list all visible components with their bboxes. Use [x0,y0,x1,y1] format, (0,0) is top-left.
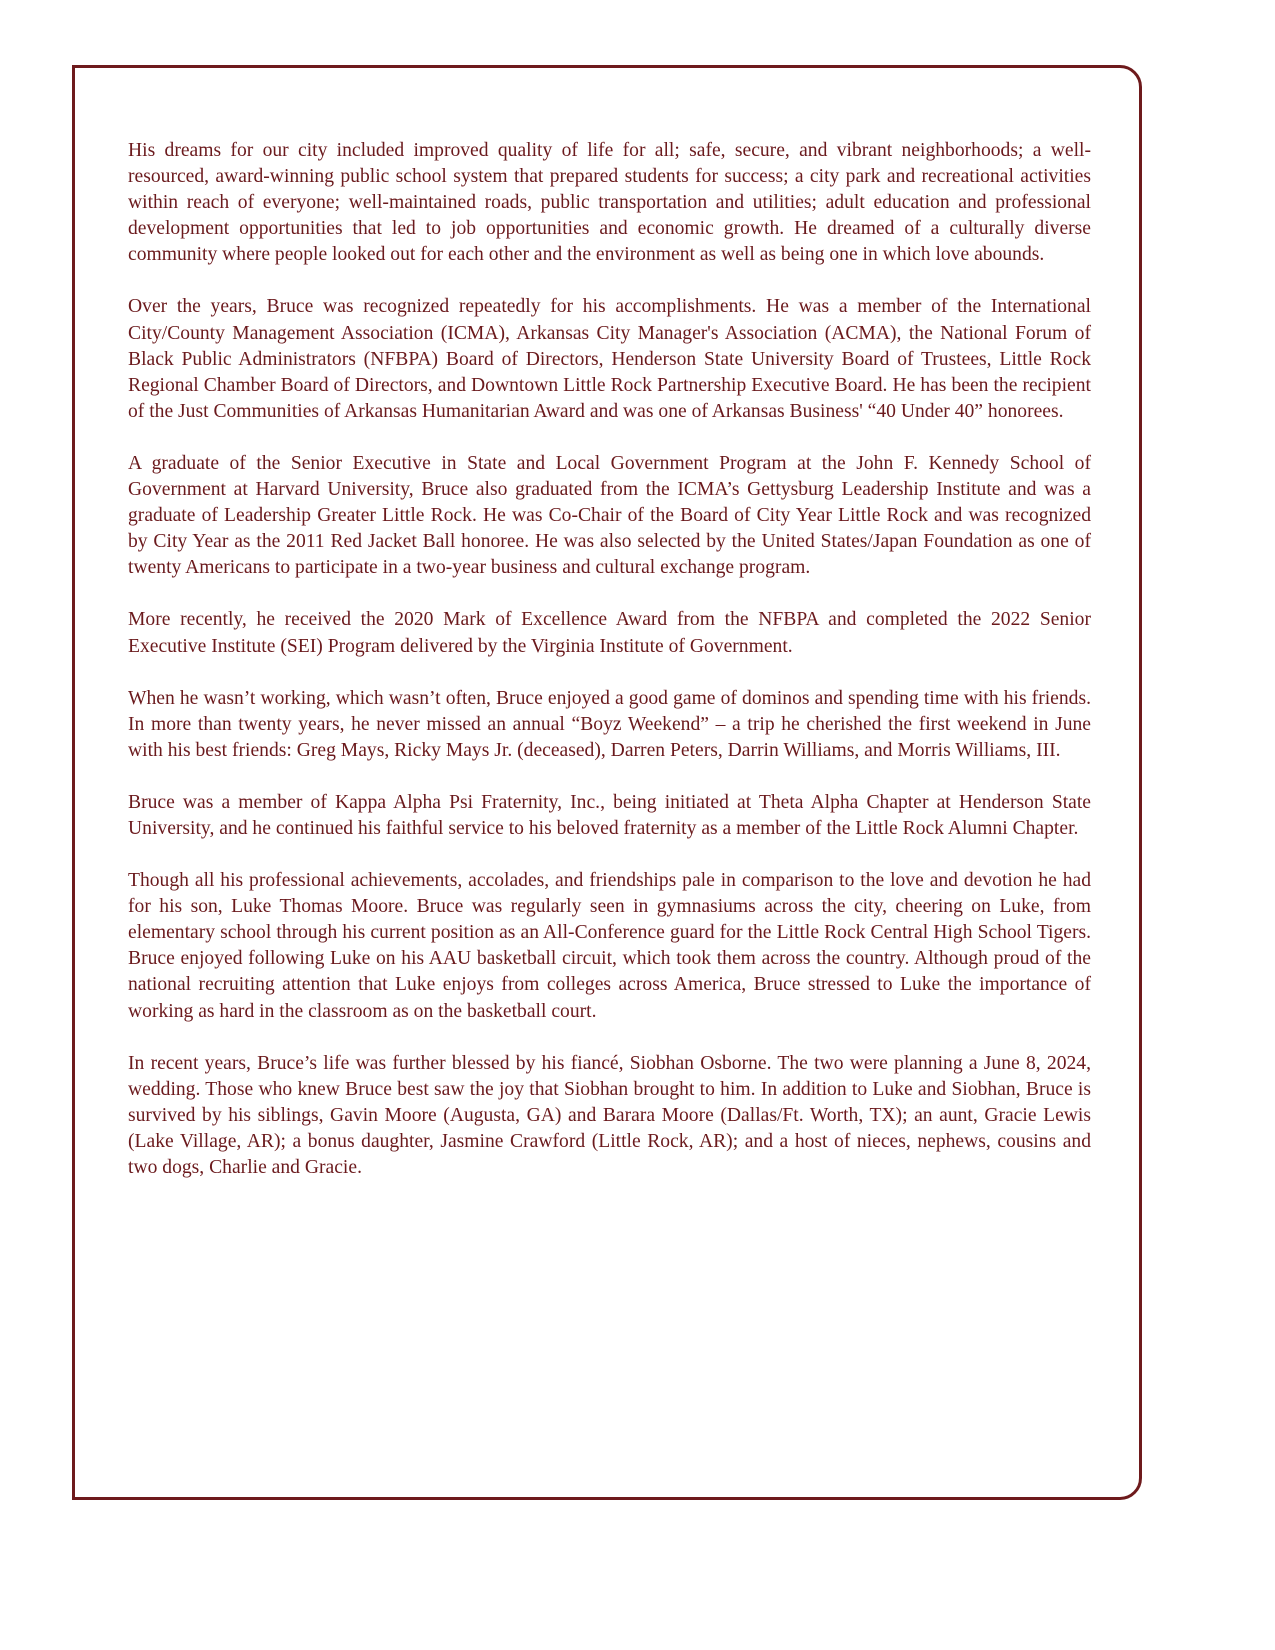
paragraph-son: Though all his professional achievements, accolades, and friendships pale in comparison to the love and devotion he had for his son, Luke Thomas Moore. Bruce was regularly seen in gymnasiums across the city, cheering on Luke, from elementary school through his current position as an All-Conference guard for the Little Rock Central High School Tigers. Bruce enjoyed following Luke on his AAU basketball circuit, which took them across the country. Although proud of the national recruiting attention that Luke enjoys from colleges across America, Bruce stressed to Luke the importance of working as hard in the classroom as on the basketball court. [128,870,1091,1022]
obituary-body [128,138,1091,1207]
paragraph-friends: When he wasn’t working, which wasn’t often, Bruce enjoyed a good game of dominos and spending time with his friends. In more than twenty years, he never missed an annual “Boyz Weekend” – a trip he cherished the first weekend in June with his best friends: Greg Mays, Ricky Mays Jr. (deceased), Darren Peters, Darrin Williams, and Morris Williams, III. [128,687,1091,761]
paragraph-education: A graduate of the Senior Executive in State and Local Government Program at the John F. Kennedy School of Government at Harvard University, Bruce also graduated from the ICMA’s Gettysburg Leadership Institute and was a graduate of Leadership Greater Little Rock. He was Co-Chair of the Board of City Year Little Rock and was recognized by City Year as the 2011 Red Jacket Ball honoree. He was also selected by the United States/Japan Foundation as one of twenty Americans to participate in a two-year business and cultural exchange program. [128,452,1091,579]
paragraph-family: In recent years, Bruce’s life was further blessed by his fiancé, Siobhan Osborne. The two were planning a June 8, 2024, wedding. Those who knew Bruce best saw the joy that Siobhan brought to him. In addition to Luke and Siobhan, Bruce is survived by his siblings, Gavin Moore (Augusta, GA) and Barara Moore (Dallas/Ft. Worth, TX); an aunt, Gracie Lewis (Lake Village, AR); a bonus daughter, Jasmine Crawford (Little Rock, AR); and a host of nieces, nephews, cousins and two dogs, Charlie and Gracie. [128,1052,1091,1178]
paragraph-recent-awards: More recently, he received the 2020 Mark of Excellence Award from the NFBPA and completed the 2022 Senior Executive Institute (SEI) Program delivered by the Virginia Institute of Government. [128,609,1091,657]
paragraph-fraternity: Bruce was a member of Kappa Alpha Psi Fraternity, Inc., being initiated at Theta Alpha Chapter at Henderson State University, and he continued his faithful service to his beloved fraternity as a member of the Little Rock Alumni Chapter. [128,791,1091,839]
paragraph-dreams: His dreams for our city included improved quality of life for all; safe, secure, and vibrant neighborhoods; a well-resourced, award-winning public school system that prepared students for success; a city park and recreational activities within reach of everyone; well-maintained roads, public transportation and utilities; adult education and professional development opportunities that led to job opportunities and economic growth. He dreamed of a culturally diverse community where people looked out for each other and the environment as well as being one in which love abounds. [128,140,1091,266]
paragraph-recognition: Over the years, Bruce was recognized repeatedly for his accomplishments. He was a member of the International City/County Management Association (ICMA), Arkansas City Manager's Association (ACMA), the National Forum of Black Public Administrators (NFBPA) Board of Directors, Henderson State University Board of Trustees, Little Rock Regional Chamber Board of Directors, and Downtown Little Rock Partnership Executive Board. He has been the recipient of the Just Communities of Arkansas Humanitarian Award and was one of Arkansas Business' “40 Under 40” honorees. [128,296,1091,422]
